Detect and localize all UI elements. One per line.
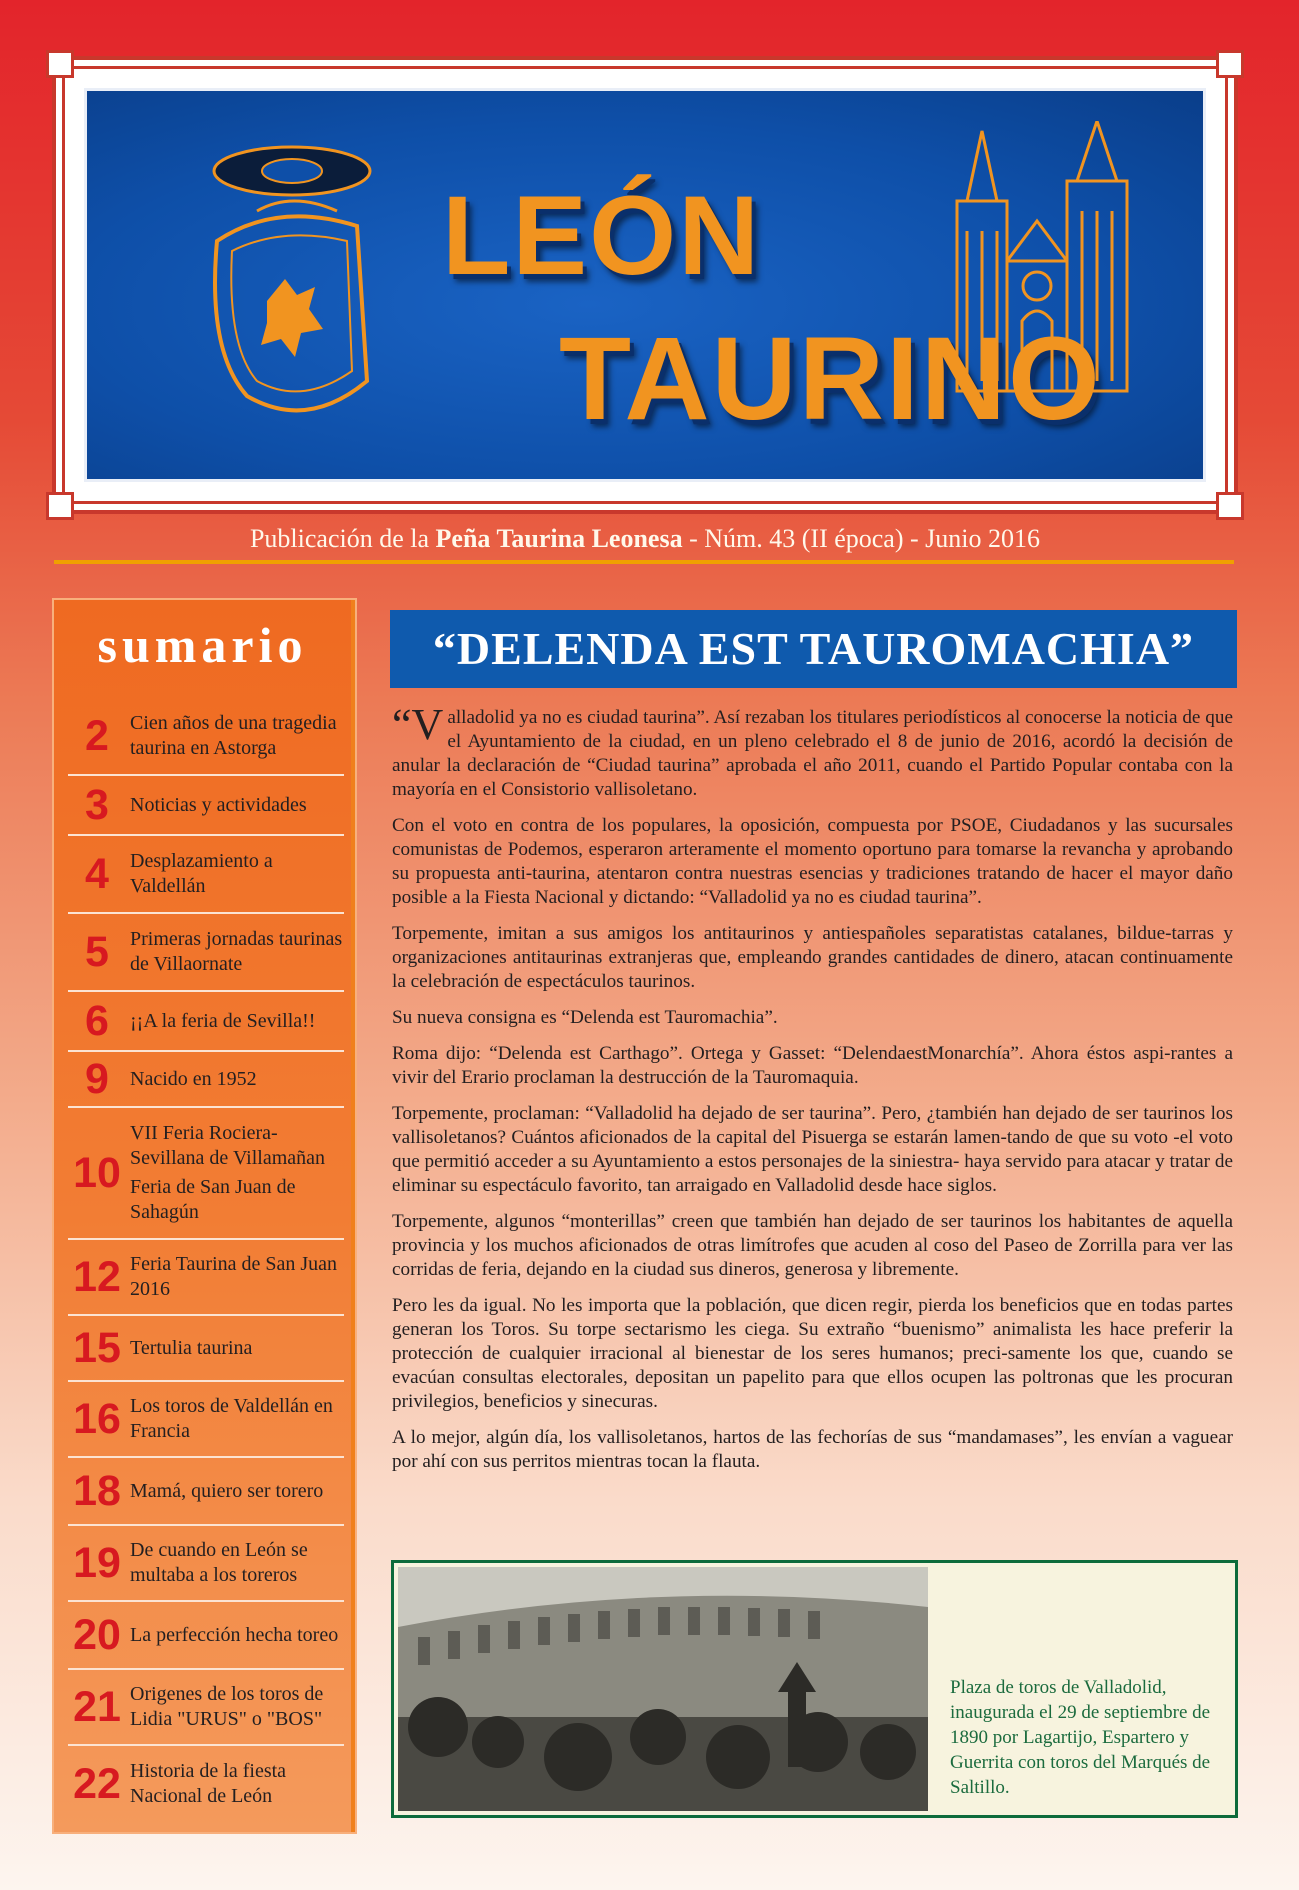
logo-title-line2: TAURINO xyxy=(559,313,1102,445)
toc-page-number: 10 xyxy=(73,1148,121,1197)
toc-title: La perfección hecha toreo xyxy=(130,1623,339,1646)
article-paragraph: Pero les da igual. No les importa que la población, que dicen regir, pierda los beneficios que en todas partes generan los Toros. Su torpe sectarismo les ciega. Su extraño “buenismo” animalista les hace preferir la protección de cualquier irracional al bienestar de los seres humanos; preci-samente los que, cuando se evacúan consultas electorales, depositan un papelito para que ellos ocupen las poltronas que les procuran privilegios, beneficios y sinecuras. xyxy=(392,1295,1233,1412)
frame-corner xyxy=(46,492,74,520)
toc-title: Origenes de los toros de Lidia "URUS" o "BOS" xyxy=(130,1683,324,1730)
toc-title-group xyxy=(126,1117,344,1229)
publication-issue: - Núm. 43 (II época) - Junio 2016 xyxy=(682,524,1041,553)
toc-title: VII Feria Rociera-Sevillana de Villamañan xyxy=(130,1122,326,1169)
photo-figure xyxy=(391,1560,1238,1818)
frame-corner xyxy=(46,50,74,78)
article-paragraph: Torpemente, proclaman: “Valladolid ha dejado de ser taurina”. Pero, ¿también han dejado de ser taurinos los vallisoletanos? Cuántos aficionados de la capital del Pisuerga se estarán lamen-tando de que su voto -el voto que permitió acceder a su Ayuntamiento a estos personajes de la siniestra- haya servido para atacar y tratar de eliminar su espectáculo favorito, tan arraigado en Valladolid desde hace siglos. xyxy=(392,1103,1233,1196)
toc-title: Mamá, quiero ser torero xyxy=(130,1479,324,1502)
article-paragraph: Torpemente, algunos “monterillas” creen que también han dejado de ser taurinos los habitantes de aquella provincia y los muchos aficionados de otras limítrofes que acuden al coso del Paseo de Zorrilla para ver las corridas de feria, dejando en la ciudad sus dineros, generosa y libremente. xyxy=(392,1211,1233,1280)
toc-item[interactable] xyxy=(68,1602,344,1670)
article-paragraph: Su nueva consigna es “Delenda est Tauromachia”. xyxy=(392,1007,778,1028)
toc-title: ¡¡A la feria de Sevilla!! xyxy=(130,1009,316,1032)
article-paragraph xyxy=(392,700,1233,802)
toc-title: Feria Taurina de San Juan 2016 xyxy=(130,1253,338,1300)
cathedral-icon xyxy=(927,121,1167,401)
frame-corner xyxy=(1216,50,1244,78)
bullring-photo xyxy=(398,1567,928,1811)
toc-item[interactable] xyxy=(68,1526,344,1602)
article-paragraph: Con el voto en contra de los populares, la oposición, compuesta por PSOE, Ciudadanos y las sucursales comunistas de Podemos, esperaron arteramente el momento oportuno para tomarse la revancha y aprobando su propuesta anti-taurina, atentaron contra nuestras esencias y tradiciones tratando de hacer el mayor daño posible a la Fiesta Nacional y dictando: “Valladolid ya no es ciudad taurina”. xyxy=(392,815,1233,908)
table-of-contents xyxy=(68,698,344,1822)
toc-page-number: 18 xyxy=(73,1466,121,1515)
toc-page-number: 16 xyxy=(73,1394,121,1443)
toc-title: Cien años de una tragedia taurina en Astorga xyxy=(130,712,337,759)
toc-item[interactable] xyxy=(68,836,344,914)
toc-title: De cuando en León se multaba a los toreros xyxy=(130,1539,308,1586)
publication-prefix: Publicación de la xyxy=(249,524,430,553)
toc-item[interactable] xyxy=(68,1316,344,1382)
frame-corner xyxy=(1216,492,1244,520)
publication-org: Peña Taurina Leonesa xyxy=(435,524,683,553)
toc-item[interactable] xyxy=(68,776,344,836)
article-paragraph: Roma dijo: “Delenda est Carthago”. Ortega y Gasset: “DelendaestMonarchía”. Ahora éstos aspi-rantes a vivir del Erario proclaman la destrucción de la Tauromaquia. xyxy=(392,1043,1233,1088)
article-paragraph: A lo mejor, algún día, los vallisoletanos, hartos de las fechorías de sus “mandamases”, les envían a vaguear por ahí con sus perritos mientras tocan la flauta. xyxy=(392,1427,1233,1472)
drop-cap: “V xyxy=(392,700,444,749)
toc-item[interactable] xyxy=(68,1052,344,1108)
montera-crest-icon xyxy=(187,131,377,421)
toc-item[interactable] xyxy=(68,1108,344,1240)
logo-title-line1: LEÓN xyxy=(442,173,762,298)
toc-item[interactable] xyxy=(68,1382,344,1458)
toc-page-number: 21 xyxy=(73,1682,121,1731)
paragraph-text: alladolid ya no es ciudad taurina”. Así rezaban los titulares periodísticos al conocerse la noticia de que el Ayuntamiento de la ciudad, en un pleno celebrado el 8 de junio de 2016, acordó la decisión de anular la declaración de “Ciudad taurina” aprobada el año 2011, cuando el Partido Popular contaba con la mayoría en el Consistorio vallisoletano. xyxy=(392,707,1233,800)
toc-page-number: 6 xyxy=(85,996,109,1045)
toc-title: Los toros de Valdellán en Francia xyxy=(130,1395,333,1442)
article-paragraph: Torpemente, imitan a sus amigos los antitaurinos y antiespañoles separatistas catalanes, bildue-tarras y organizaciones antitaurinas extranjeras que, empleando grandes cantidades de dinero, atacan continuamente la celebración de espectáculos taurinos. xyxy=(392,923,1233,992)
toc-page-number: 4 xyxy=(85,849,109,898)
article-headline: “DELENDA EST TAUROMACHIA” xyxy=(390,610,1237,688)
toc-item[interactable] xyxy=(68,1240,344,1316)
toc-page-number: 3 xyxy=(85,780,109,829)
toc-page-number: 15 xyxy=(73,1323,121,1372)
sumario-sidebar xyxy=(54,600,355,1832)
toc-title: Noticias y actividades xyxy=(130,793,307,816)
toc-page-number: 2 xyxy=(85,711,109,760)
bullring-image xyxy=(398,1567,928,1811)
toc-title: Historia de la fiesta Nacional de León xyxy=(130,1760,287,1807)
toc-title: Tertulia taurina xyxy=(130,1336,253,1359)
sumario-title: sumario xyxy=(97,617,308,673)
toc-title: Feria de San Juan de Sahagún xyxy=(130,1176,296,1223)
toc-item[interactable] xyxy=(68,914,344,992)
article-body xyxy=(392,700,1233,1486)
toc-page-number: 5 xyxy=(85,927,109,976)
toc-item[interactable] xyxy=(68,1746,344,1822)
toc-page-number: 19 xyxy=(73,1538,121,1587)
toc-item[interactable] xyxy=(68,698,344,776)
toc-page-number: 20 xyxy=(73,1610,121,1659)
masthead-banner xyxy=(52,56,1238,514)
divider xyxy=(54,560,1234,564)
toc-page-number: 12 xyxy=(73,1252,121,1301)
toc-title: Desplazamiento a Valdellán xyxy=(130,850,273,897)
toc-page-number: 9 xyxy=(85,1054,109,1103)
toc-page-number: 22 xyxy=(73,1759,121,1808)
toc-item[interactable] xyxy=(68,1670,344,1746)
toc-title: Primeras jornadas taurinas de Villaornate xyxy=(130,928,343,975)
toc-item[interactable] xyxy=(68,992,344,1052)
toc-title: Nacido en 1952 xyxy=(130,1067,257,1090)
toc-item[interactable] xyxy=(68,1458,344,1526)
photo-caption: Plaza de toros de Valladolid, inaugurada el 29 de septiembre de 1890 por Lagartijo, Espartero y Guerrita con toros del Marqués de Saltillo. xyxy=(950,1677,1211,1798)
publication-info xyxy=(52,524,1238,554)
masthead-blue-panel xyxy=(84,88,1206,482)
